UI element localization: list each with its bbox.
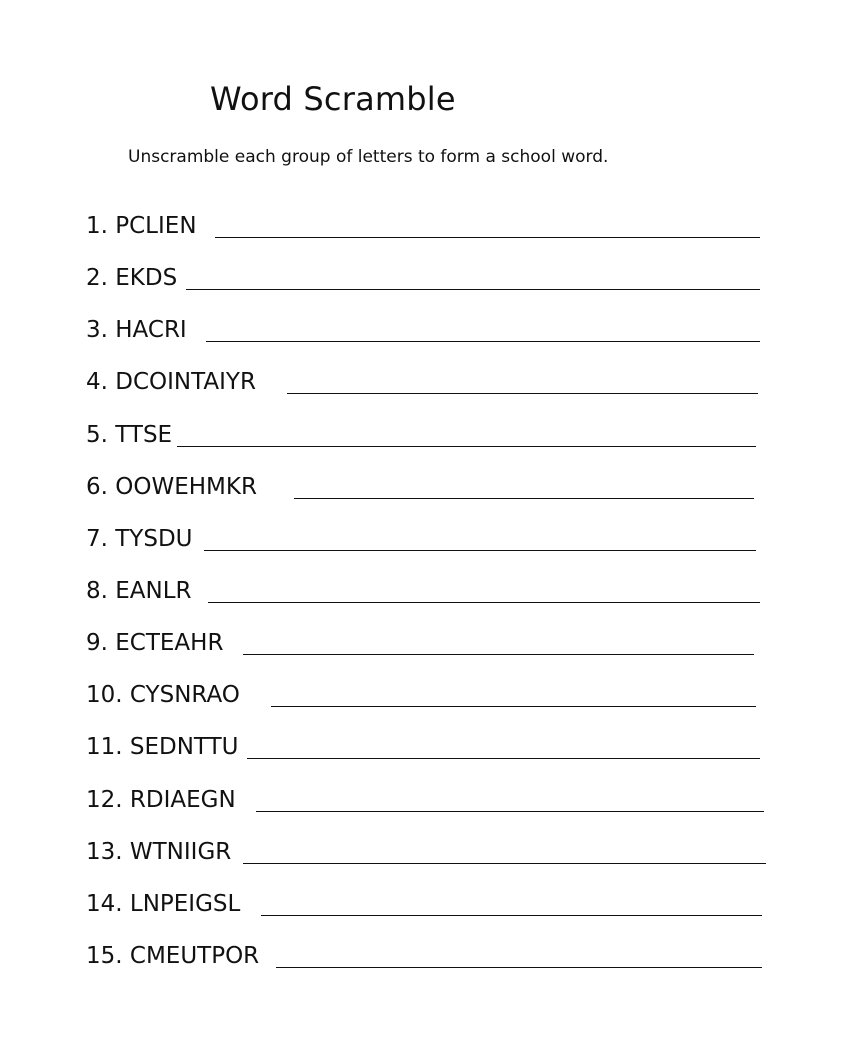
scrambled-word: 9. ECTEAHR (86, 630, 224, 656)
list-item (86, 520, 776, 560)
list-item (86, 781, 776, 821)
answer-line[interactable] (256, 811, 764, 812)
answer-line[interactable] (287, 393, 758, 394)
list-item (86, 728, 776, 768)
list-item (86, 833, 776, 873)
scrambled-word: 8. EANLR (86, 578, 192, 604)
scrambled-word: 14. LNPEIGSL (86, 891, 241, 917)
scrambled-word: 11. SEDNTTU (86, 734, 239, 760)
scrambled-word: 5. TTSE (86, 422, 173, 448)
list-item (86, 676, 776, 716)
answer-line[interactable] (204, 550, 756, 551)
list-item (86, 624, 776, 664)
answer-line[interactable] (206, 341, 760, 342)
list-item (86, 885, 776, 925)
answer-line[interactable] (271, 706, 756, 707)
scrambled-word: 4. DCOINTAIYR (86, 369, 256, 395)
scrambled-word: 2. EKDS (86, 265, 178, 291)
scrambled-word: 3. HACRI (86, 317, 187, 343)
scrambled-word: 6. OOWEHMKR (86, 474, 257, 500)
scrambled-word: 1. PCLIEN (86, 213, 197, 239)
answer-line[interactable] (247, 758, 760, 759)
list-item (86, 937, 776, 977)
scrambled-word: 13. WTNIIGR (86, 839, 232, 865)
answer-line[interactable] (208, 602, 760, 603)
list-item (86, 363, 776, 403)
worksheet-instructions: Unscramble each group of letters to form a school word. (128, 147, 609, 167)
scrambled-word: 7. TYSDU (86, 526, 193, 552)
answer-line[interactable] (261, 915, 762, 916)
answer-line[interactable] (294, 498, 754, 499)
scrambled-word: 15. CMEUTPOR (86, 943, 260, 969)
answer-line[interactable] (276, 967, 762, 968)
list-item (86, 207, 776, 247)
list-item (86, 572, 776, 612)
scrambled-word: 12. RDIAEGN (86, 787, 236, 813)
list-item (86, 468, 776, 508)
answer-line[interactable] (186, 289, 760, 290)
scrambled-word: 10. CYSNRAO (86, 682, 240, 708)
list-item (86, 259, 776, 299)
list-item (86, 311, 776, 351)
answer-line[interactable] (215, 237, 760, 238)
worksheet-title: Word Scramble (210, 80, 456, 118)
answer-line[interactable] (177, 446, 756, 447)
list-item (86, 416, 776, 456)
answer-line[interactable] (243, 863, 766, 864)
answer-line[interactable] (243, 654, 754, 655)
